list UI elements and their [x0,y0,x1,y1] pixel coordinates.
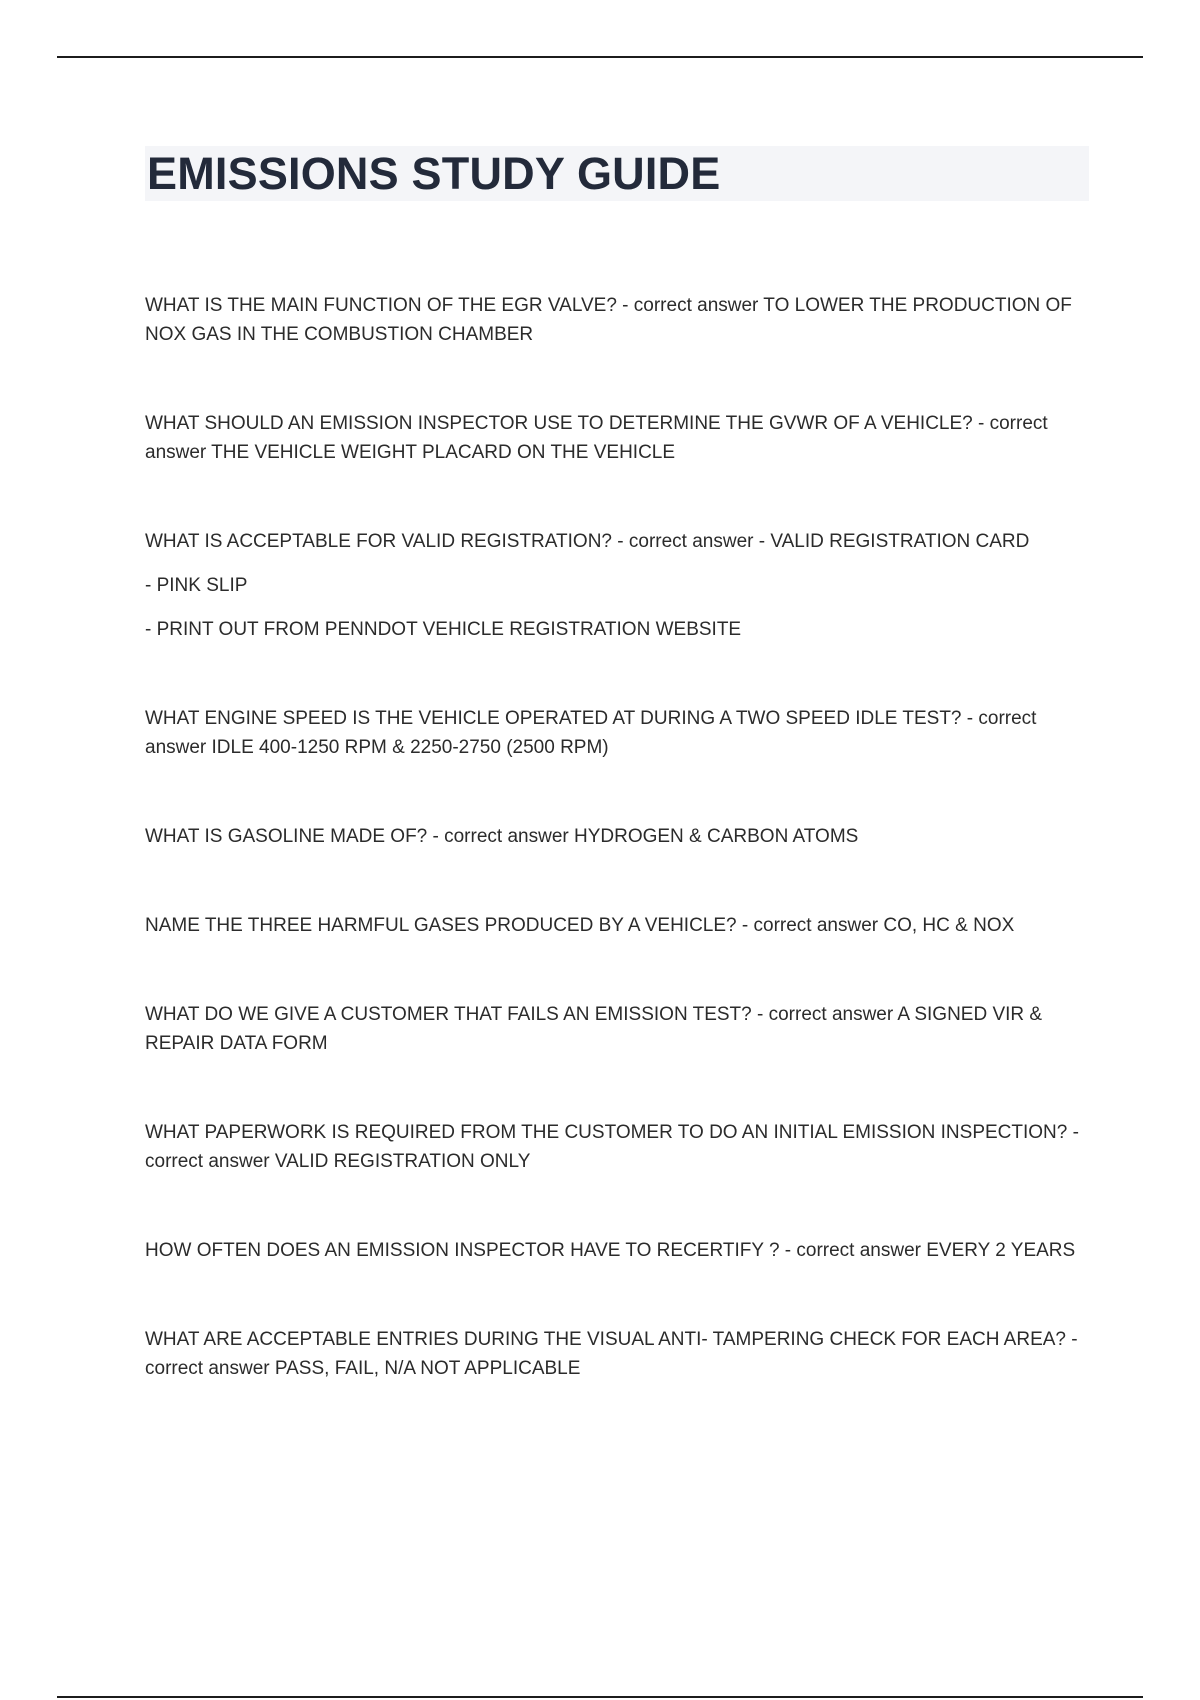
qa-text: WHAT IS THE MAIN FUNCTION OF THE EGR VALVE? - correct answer TO LOWER THE PRODUCTION OF NOX GAS IN THE COMBUSTION CHAMBER [145,295,1072,345]
qa-item-failed-test [145,1000,1085,1058]
qa-text: WHAT ARE ACCEPTABLE ENTRIES DURING THE VISUAL ANTI- TAMPERING CHECK FOR EACH AREA? - correct answer PASS, FAIL, N/A NOT APPLICABLE [145,1329,1078,1379]
qa-item-engine-speed [145,704,1085,762]
title-band [145,146,1089,201]
qa-item-anti-tampering [145,1325,1085,1383]
qa-text: WHAT PAPERWORK IS REQUIRED FROM THE CUSTOMER TO DO AN INITIAL EMISSION INSPECTION? - correct answer VALID REGISTRATION ONLY [145,1122,1079,1172]
qa-text: HOW OFTEN DOES AN EMISSION INSPECTOR HAVE TO RECERTIFY ? - correct answer EVERY 2 YEARS [145,1240,1076,1261]
qa-text: WHAT IS GASOLINE MADE OF? - correct answer HYDROGEN & CARBON ATOMS [145,826,859,847]
qa-item-gasoline [145,822,1085,851]
qa-text: WHAT SHOULD AN EMISSION INSPECTOR USE TO DETERMINE THE GVWR OF A VEHICLE? - correct answer THE VEHICLE WEIGHT PLACARD ON THE VEHICLE [145,413,1048,463]
qa-item-gvwr [145,409,1085,467]
qa-text: WHAT ENGINE SPEED IS THE VEHICLE OPERATED AT DURING A TWO SPEED IDLE TEST? - correct answer IDLE 400-1250 RPM & 2250-2750 (2500 RPM) [145,708,1037,758]
document-title: EMISSIONS STUDY GUIDE [147,148,721,199]
qa-list [145,291,1085,1443]
qa-text: NAME THE THREE HARMFUL GASES PRODUCED BY A VEHICLE? - correct answer CO, HC & NOX [145,915,1015,936]
top-divider [57,56,1143,58]
qa-text-line-3: - PRINT OUT FROM PENNDOT VEHICLE REGISTRATION WEBSITE [145,619,742,640]
bottom-divider [57,1696,1143,1698]
qa-item-egr-valve [145,291,1085,349]
qa-item-paperwork [145,1118,1085,1176]
qa-text: WHAT DO WE GIVE A CUSTOMER THAT FAILS AN EMISSION TEST? - correct answer A SIGNED VIR & REPAIR DATA FORM [145,1004,1043,1054]
qa-text: WHAT IS ACCEPTABLE FOR VALID REGISTRATION? - correct answer - VALID REGISTRATION CARD [145,531,1030,552]
qa-item-valid-registration [145,527,1085,644]
qa-item-recertify [145,1236,1085,1265]
qa-item-harmful-gases [145,911,1085,940]
qa-text-line-2: - PINK SLIP [145,575,248,596]
